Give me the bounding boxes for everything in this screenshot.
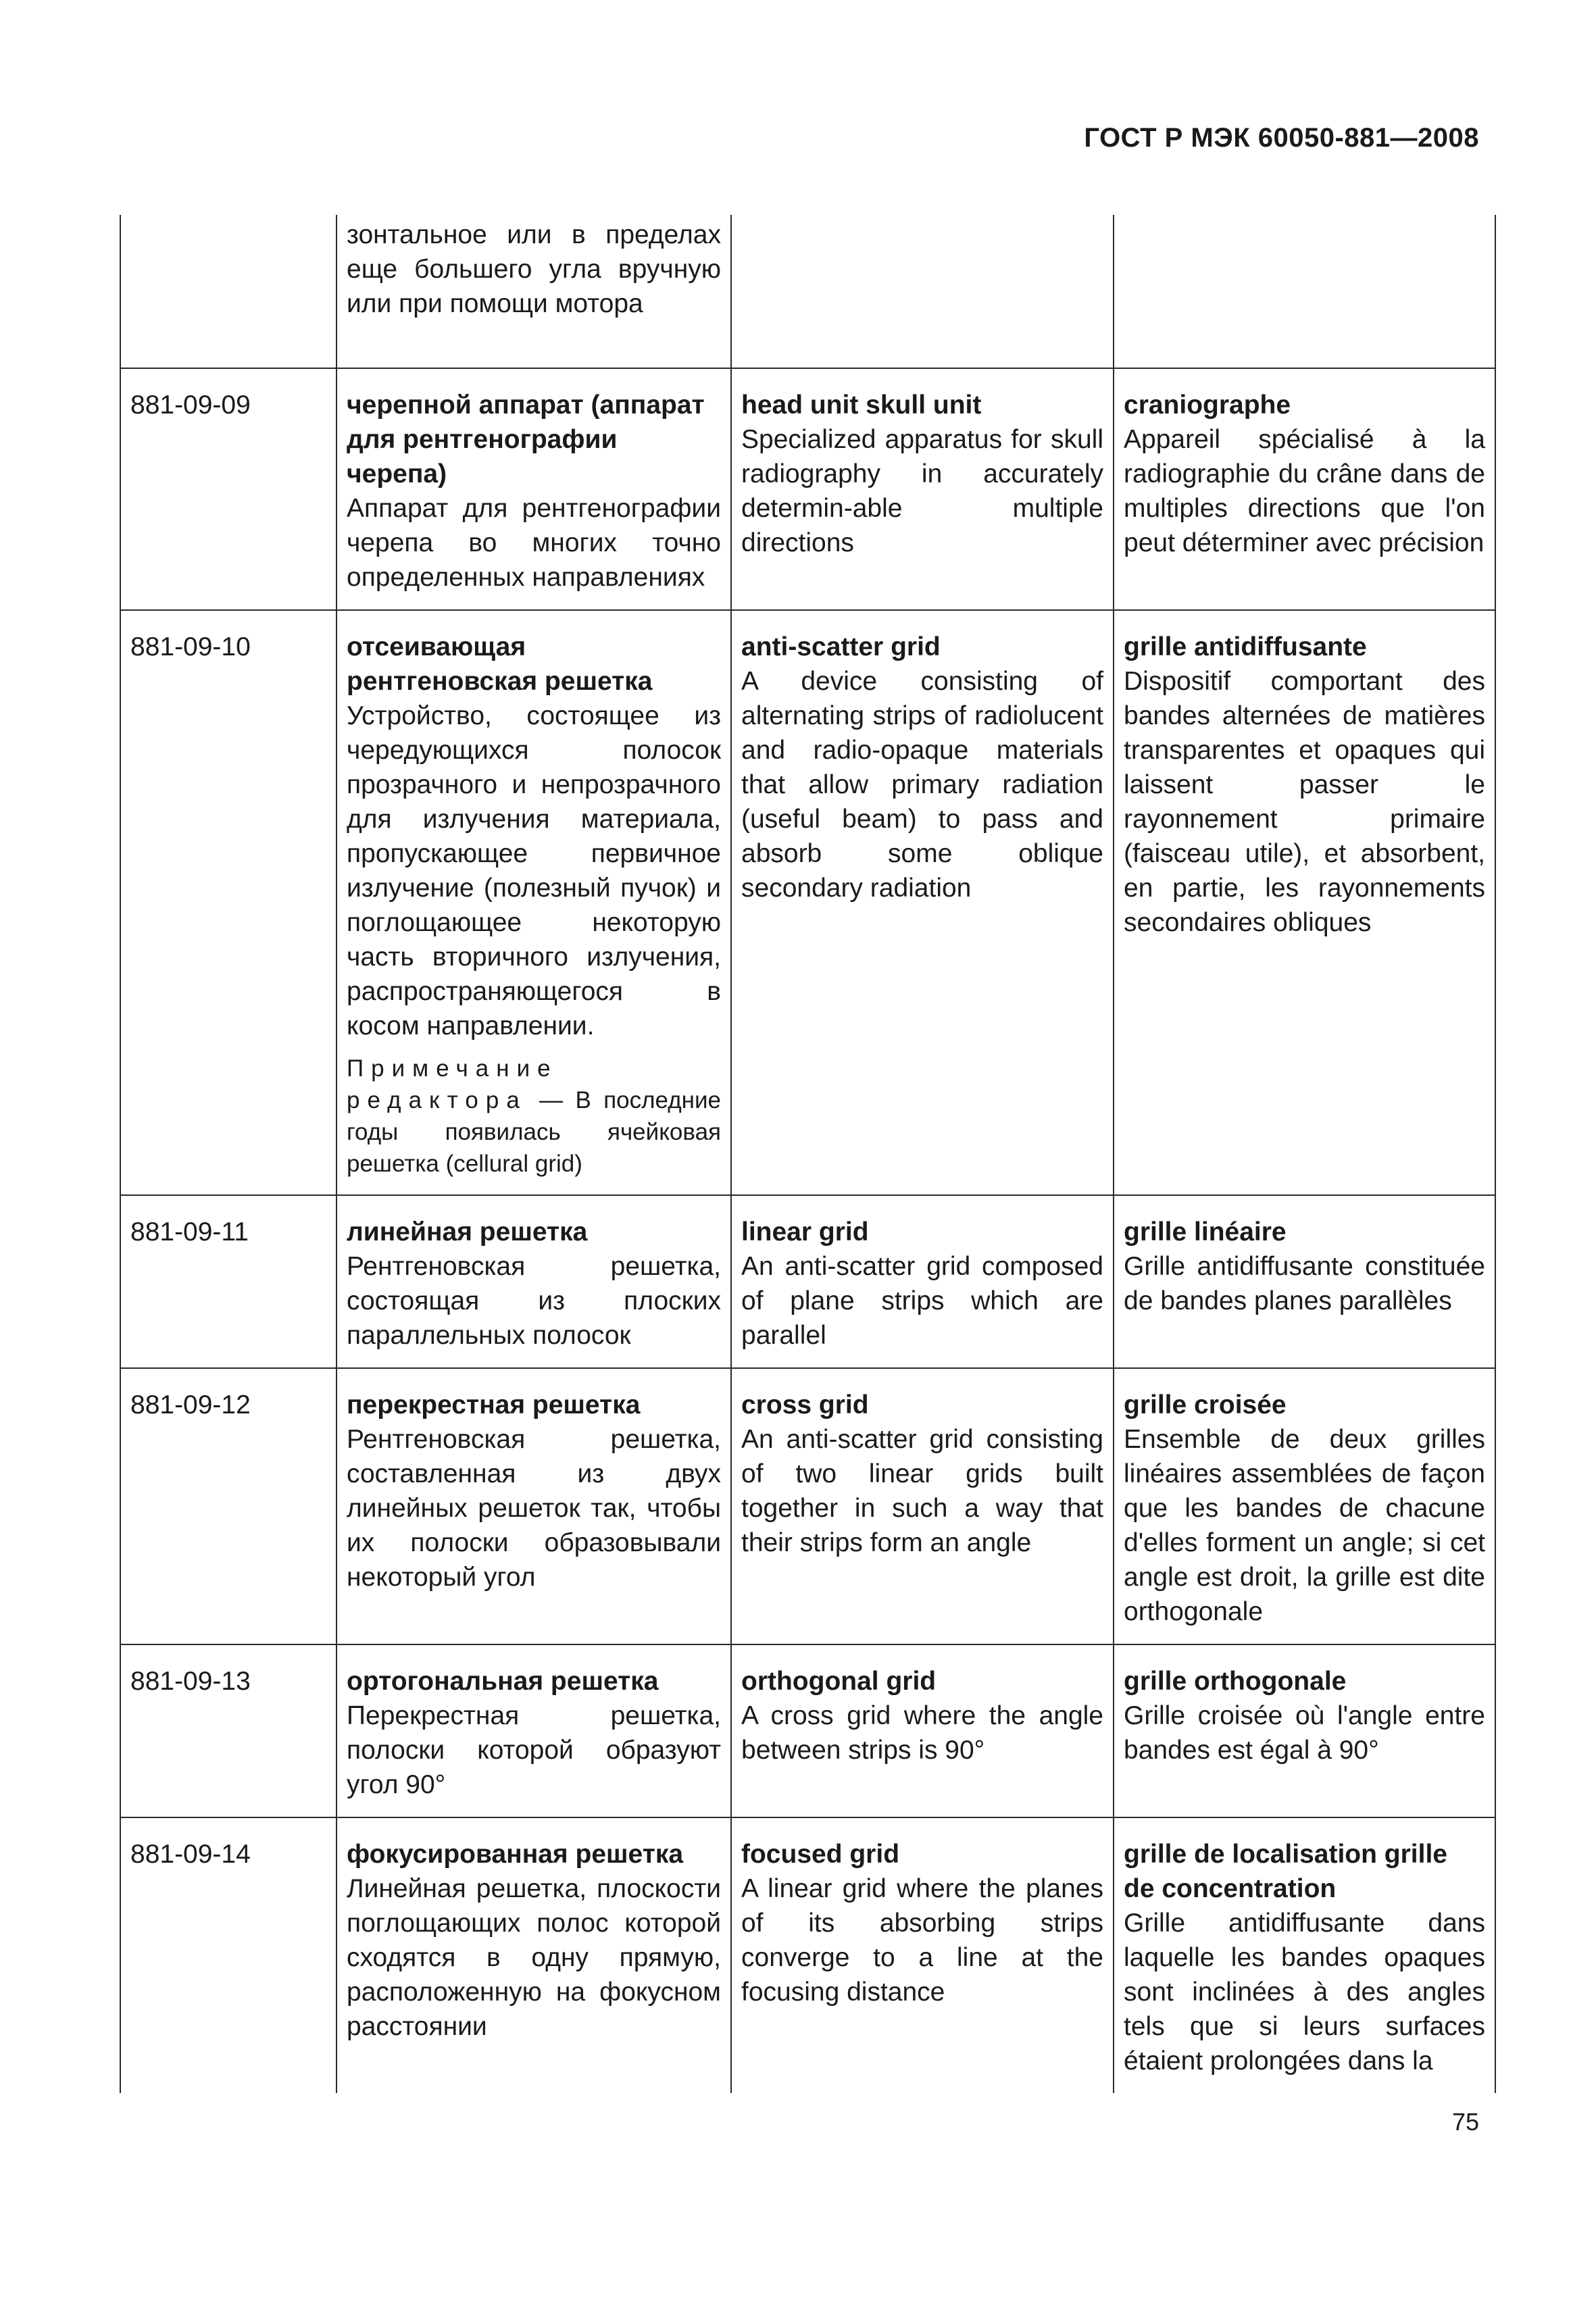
document-header: ГОСТ Р МЭК 60050-881—2008 xyxy=(1084,123,1479,153)
en-definition: A device consisting of alternating strips of radiolucent and radio-opaque materials that allow primary radiation (useful beam) to pass and absorb some oblique secondary radiation xyxy=(741,667,1103,903)
ru-definition: Рентгеновская решетка, составленная из двух линейных решеток так, чтобы их полоски образовывали некоторый угол xyxy=(347,1425,721,1592)
ru-term: отсеивающая рентгеновская решетка xyxy=(347,632,653,696)
en-term: cross grid xyxy=(741,1390,869,1419)
en-term: focused grid xyxy=(741,1840,900,1869)
table-row xyxy=(120,1644,1495,1817)
en-definition: A linear grid where the planes of its absorbing strips converge to a line at the focusing distance xyxy=(741,1874,1103,2007)
fr-term: grille orthogonale xyxy=(1124,1667,1347,1696)
ru-term: линейная решетка xyxy=(347,1217,588,1247)
en-term: orthogonal grid xyxy=(741,1667,937,1696)
en-definition: An anti-scatter grid consisting of two linear grids built together in such a way that their strips form an angle xyxy=(741,1425,1103,1557)
cell-fr xyxy=(1114,610,1495,1195)
editor-note xyxy=(347,1053,721,1180)
cell-fr xyxy=(1114,1817,1495,2093)
ru-definition: Перекрестная решетка, полоски которой образуют угол 90° xyxy=(347,1701,721,1799)
ru-definition: Линейная решетка, плоскости поглощающих полос которой сходятся в одну прямую, расположенную на фокусном расстоянии xyxy=(347,1874,721,2041)
fr-definition: Grille antidiffusante dans laquelle les bandes opaques sont inclinées à des angles tels que si leurs surfaces étaient prolongées dans la xyxy=(1124,1909,1485,2076)
cell-fr xyxy=(1114,1644,1495,1817)
cell-fr xyxy=(1114,1195,1495,1368)
en-term: linear grid xyxy=(741,1217,869,1247)
en-term: anti-scatter grid xyxy=(741,632,941,661)
cell-en xyxy=(731,1195,1114,1368)
en-term: head unit skull unit xyxy=(741,391,982,420)
table-row xyxy=(120,1195,1495,1368)
fr-definition: Dispositif comportant des bandes alternées de matières transparentes et opaques qui laissent passer le rayonnement primaire (faisceau utile), et absorbent, en partie, les rayonnements secondaires obliques xyxy=(1124,667,1485,937)
editor-note-label: Примечание редактора xyxy=(347,1055,558,1113)
table-row xyxy=(120,1368,1495,1644)
cell-fr xyxy=(1114,215,1495,368)
fr-term: grille croisée xyxy=(1124,1390,1287,1419)
ru-definition: Рентгеновская решетка, состоящая из плоских параллельных полосок xyxy=(347,1252,721,1350)
ru-definition: Аппарат для рентгенографии черепа во многих точно определенных направлениях xyxy=(347,494,721,592)
entry-number: 881-09-13 xyxy=(120,1644,336,1817)
ru-term: перекрестная решетка xyxy=(347,1390,641,1419)
en-definition: A cross grid where the angle between strips is 90° xyxy=(741,1701,1103,1765)
fr-definition: Grille antidiffusante constituée de bandes planes parallèles xyxy=(1124,1252,1485,1315)
table-row xyxy=(120,610,1495,1195)
entry-number: 881-09-11 xyxy=(120,1195,336,1368)
cell-ru xyxy=(336,215,731,368)
cell-fr xyxy=(1114,1368,1495,1644)
cell-ru xyxy=(336,1644,731,1817)
table-row xyxy=(120,1817,1495,2093)
ru-term: фокусированная решетка xyxy=(347,1840,684,1869)
cell-ru xyxy=(336,368,731,610)
fr-term: grille de localisation grille de concentration xyxy=(1124,1840,1447,1903)
editor-note-text: — В последние годы появилась ячейковая решетка (cellural grid) xyxy=(347,1087,721,1177)
entry-number: 881-09-10 xyxy=(120,610,336,1195)
table-row-continuation xyxy=(120,215,1495,368)
cell-en xyxy=(731,1368,1114,1644)
cell-en xyxy=(731,610,1114,1195)
fr-term: craniographe xyxy=(1124,391,1291,420)
fr-definition: Ensemble de deux grilles linéaires assemblées de façon que les bandes de chacune d'elles forment un angle; si cet angle est droit, la grille est dite orthogonale xyxy=(1124,1425,1485,1626)
en-definition: An anti-scatter grid composed of plane strips which are parallel xyxy=(741,1252,1103,1350)
cell-ru xyxy=(336,1368,731,1644)
terms-table xyxy=(120,215,1496,2093)
fr-term: grille antidiffusante xyxy=(1124,632,1367,661)
ru-definition: зонтальное или в пределах еще большего угла вручную или при помощи мотора xyxy=(347,220,721,318)
table-row xyxy=(120,368,1495,610)
ru-term: черепной аппарат (аппарат для рентгенографии черепа) xyxy=(347,391,705,488)
cell-ru xyxy=(336,1195,731,1368)
ru-term: ортогональная решетка xyxy=(347,1667,659,1696)
fr-definition: Appareil spécialisé à la radiographie du crâne dans de multiples directions que l'on peut déterminer avec précision xyxy=(1124,425,1485,557)
en-definition: Specialized apparatus for skull radiography in accurately determin-able multiple directions xyxy=(741,425,1103,557)
fr-term: grille linéaire xyxy=(1124,1217,1287,1247)
cell-en xyxy=(731,215,1114,368)
cell-ru xyxy=(336,610,731,1195)
entry-number: 881-09-12 xyxy=(120,1368,336,1644)
entry-number: 881-09-09 xyxy=(120,368,336,610)
cell-ru xyxy=(336,1817,731,2093)
page-number: 75 xyxy=(1451,2108,1479,2136)
cell-en xyxy=(731,1644,1114,1817)
ru-definition: Устройство, состоящее из чередующихся полосок прозрачного и непрозрачного для излучения материала, пропускающее первичное излучение (полезный пучок) и поглощающее некоторую часть вторичного излучения, распространяющегося в косом направлении. xyxy=(347,701,721,1040)
cell-en xyxy=(731,368,1114,610)
entry-number: 881-09-14 xyxy=(120,1817,336,2093)
cell-fr xyxy=(1114,368,1495,610)
fr-definition: Grille croisée où l'angle entre bandes est égal à 90° xyxy=(1124,1701,1485,1765)
cell-number xyxy=(120,215,336,368)
cell-en xyxy=(731,1817,1114,2093)
